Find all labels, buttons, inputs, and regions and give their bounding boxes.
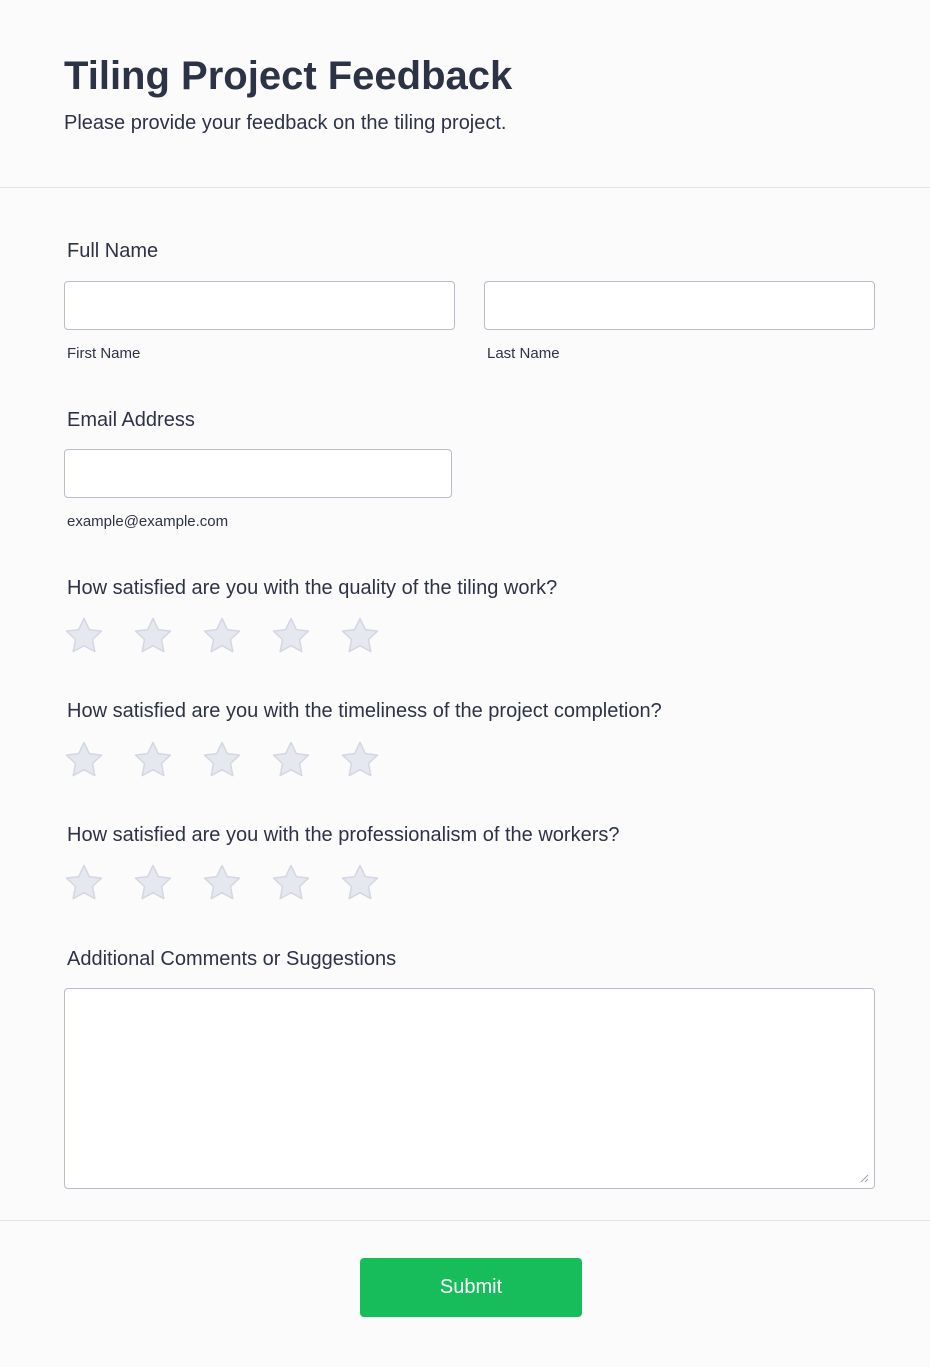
star-icon[interactable] <box>64 863 104 903</box>
resize-handle-icon[interactable] <box>859 1173 869 1183</box>
comments-label: Additional Comments or Suggestions <box>67 948 397 970</box>
star-icon[interactable] <box>202 740 242 780</box>
submit-button[interactable]: Submit <box>360 1258 582 1317</box>
star-icon[interactable] <box>64 616 104 656</box>
star-rating-timeliness <box>64 740 384 780</box>
rating-question-professionalism: How satisfied are you with the professionalism of the workers? <box>67 824 620 846</box>
star-icon[interactable] <box>64 740 104 780</box>
star-rating-professionalism <box>64 863 384 903</box>
star-icon[interactable] <box>271 863 311 903</box>
star-icon[interactable] <box>340 740 380 780</box>
email-label: Email Address <box>67 409 195 431</box>
email-input[interactable] <box>64 449 452 498</box>
full-name-label: Full Name <box>67 240 159 262</box>
star-icon[interactable] <box>202 616 242 656</box>
form-header <box>0 0 930 188</box>
star-icon[interactable] <box>133 616 173 656</box>
star-rating-quality <box>64 616 384 656</box>
star-icon[interactable] <box>340 616 380 656</box>
star-icon[interactable] <box>133 863 173 903</box>
rating-question-quality: How satisfied are you with the quality of the tiling work? <box>67 577 558 599</box>
comments-textarea[interactable] <box>64 988 875 1189</box>
rating-question-timeliness: How satisfied are you with the timeliness of the project completion? <box>67 700 662 722</box>
first-name-sublabel: First Name <box>67 345 141 362</box>
last-name-input[interactable] <box>484 281 875 330</box>
page-title: Tiling Project Feedback <box>64 54 513 98</box>
page-subtitle: Please provide your feedback on the tiling project. <box>64 112 507 134</box>
star-icon[interactable] <box>271 740 311 780</box>
star-icon[interactable] <box>202 863 242 903</box>
email-sublabel: example@example.com <box>67 513 229 530</box>
star-icon[interactable] <box>340 863 380 903</box>
last-name-sublabel: Last Name <box>487 345 560 362</box>
star-icon[interactable] <box>271 616 311 656</box>
star-icon[interactable] <box>133 740 173 780</box>
footer-divider <box>0 1220 930 1221</box>
first-name-input[interactable] <box>64 281 455 330</box>
